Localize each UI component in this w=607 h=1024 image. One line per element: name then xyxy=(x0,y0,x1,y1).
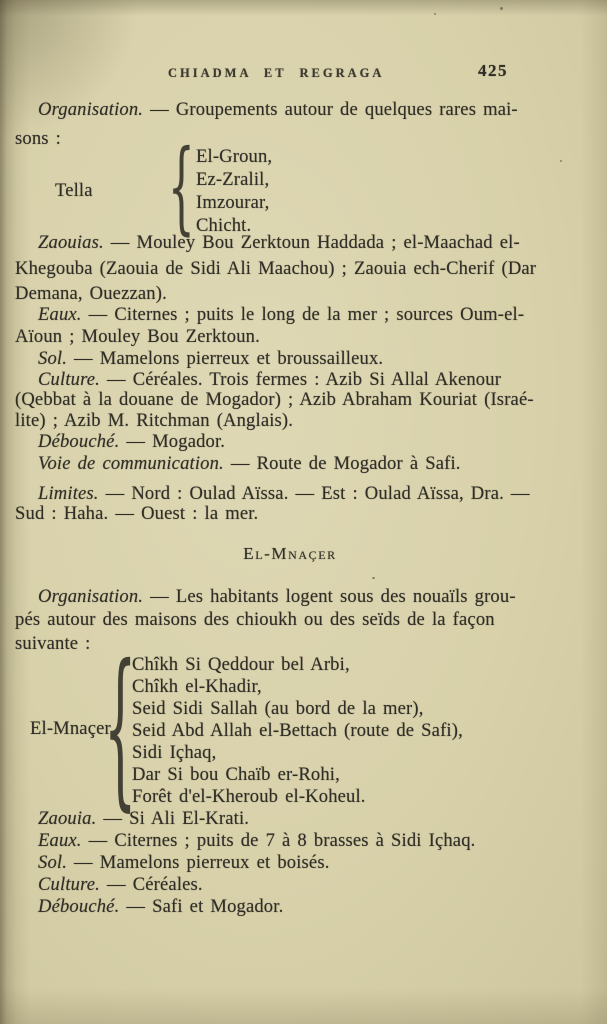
para-voie-text: — Route de Mogador à Safi. xyxy=(230,453,461,474)
mnacer-brace-icon: { xyxy=(104,629,137,827)
para-limites-text: — Nord : Oulad Aïssa. — Est : Oulad Aïssa, Dra. — xyxy=(105,483,530,504)
para-organisation-chiadma-line-2: sons : xyxy=(15,128,61,149)
para-sol-mnacer-lead: Sol. xyxy=(38,852,68,873)
para-zaouias-line-3: Demana, Ouezzan). xyxy=(15,283,167,304)
para-zaouias-line-2: Khegouba (Zaouia de Sidi Ali Maachou) ; Zaouia ech-Cherif (Dar xyxy=(15,258,537,279)
para-limites-lead: Limites. xyxy=(38,483,99,504)
para-sol-chiadma-text: — Mamelons pierreux et broussailleux. xyxy=(74,348,384,369)
para-culture-chiadma-line-3: lite) ; Azib M. Ritchman (Anglais). xyxy=(15,410,294,431)
para-organisation-mnacer-line-2: pés autour des maisons des chioukh ou des seïds de la façon xyxy=(15,609,495,630)
para-organisation-mnacer-text: — Les habitants logent sous des nouaïls grou- xyxy=(150,586,516,607)
para-zaouia-mnacer-line-1 xyxy=(38,808,249,830)
page-number: 425 xyxy=(478,61,508,80)
para-eaux-chiadma-line-2: Aïoun ; Mouley Bou Zerktoun. xyxy=(15,326,260,347)
para-culture-chiadma-line-1 xyxy=(38,369,501,391)
mnacer-item: Chîkh Si Qeddour bel Arbi, xyxy=(132,654,350,675)
mnacer-item: Forêt d'el-Kheroub el-Koheul. xyxy=(132,786,366,807)
para-culture-mnacer-line-1 xyxy=(38,874,203,896)
para-eaux-chiadma-text: — Citernes ; puits le long de la mer ; sources Oum-el- xyxy=(88,304,525,325)
para-debouche-chiadma-text: — Mogador. xyxy=(126,431,226,452)
para-zaouias-lead: Zaouias. xyxy=(38,232,104,253)
para-organisation-chiadma-text: — Groupements autour de quelques rares mai- xyxy=(150,99,518,120)
para-eaux-chiadma-line-1 xyxy=(38,304,524,326)
para-organisation-mnacer-lead: Organisation. xyxy=(38,586,144,607)
tella-item: Chicht. xyxy=(196,215,252,236)
mnacer-item: Seid Abd Allah el-Bettach (route de Safi), xyxy=(132,720,463,741)
mnacer-item: Dar Si bou Chaïb er-Rohi, xyxy=(132,764,340,785)
para-eaux-mnacer-text: — Citernes ; puits de 7 à 8 brasses à Sidi Içhaq. xyxy=(88,830,476,851)
para-culture-mnacer-lead: Culture. xyxy=(38,874,100,895)
para-debouche-mnacer-line-1 xyxy=(38,896,283,918)
para-voie-lead: Voie de communication. xyxy=(38,453,224,474)
tella-brace-icon: { xyxy=(168,128,195,245)
paper-speck xyxy=(560,160,562,162)
para-debouche-mnacer-lead: Débouché. xyxy=(38,896,120,917)
para-eaux-mnacer-lead: Eaux. xyxy=(38,830,82,851)
para-culture-mnacer-text: — Céréales. xyxy=(106,874,203,895)
para-eaux-chiadma-lead: Eaux. xyxy=(38,304,82,325)
para-voie-line-1 xyxy=(38,453,461,475)
running-title: CHIADMA ET REGRAGA xyxy=(168,66,385,80)
section-heading: El-Mnaçer xyxy=(243,544,337,563)
para-debouche-chiadma-line-1 xyxy=(38,431,225,453)
para-eaux-mnacer-line-1 xyxy=(38,830,475,852)
tella-item: El-Groun, xyxy=(196,146,273,167)
para-culture-chiadma-line-2: (Qebbat à la douane de Mogador) ; Azib Abraham Kouriat (Israé- xyxy=(15,389,534,410)
para-organisation-chiadma-line-1 xyxy=(38,99,518,121)
para-organisation-mnacer-line-1 xyxy=(38,586,516,608)
tella-group-label: Tella xyxy=(55,180,93,201)
mnacer-group-label: El-Mnaçer xyxy=(30,718,111,739)
para-sol-mnacer-text: — Mamelons pierreux et boisés. xyxy=(74,852,330,873)
para-sol-chiadma-line-1 xyxy=(38,348,383,370)
mnacer-item: Seid Sidi Sallah (au bord de la mer), xyxy=(132,698,424,719)
para-culture-chiadma-lead: Culture. xyxy=(38,369,100,390)
para-zaouia-mnacer-lead: Zaouia. xyxy=(38,808,97,829)
para-organisation-chiadma-lead: Organisation. xyxy=(38,99,144,120)
para-organisation-mnacer-line-3: suivante : xyxy=(15,633,91,654)
para-debouche-mnacer-text: — Safi et Mogador. xyxy=(126,896,284,917)
para-zaouia-mnacer-text: — Si Ali El-Krati. xyxy=(103,808,250,829)
mnacer-item: Chîkh el-Khadir, xyxy=(132,676,262,697)
para-limites-line-1 xyxy=(38,483,530,505)
para-sol-mnacer-line-1 xyxy=(38,852,330,874)
paper-speck xyxy=(434,13,436,15)
paper-speck xyxy=(500,7,503,10)
tella-item: Ez-Zralil, xyxy=(196,169,270,190)
para-limites-line-2: Sud : Haha. — Ouest : la mer. xyxy=(15,503,259,524)
para-zaouias-line-1 xyxy=(38,232,520,254)
tella-item: Imzourar, xyxy=(196,192,270,213)
mnacer-item: Sidi Içhaq, xyxy=(132,742,217,763)
para-debouche-chiadma-lead: Débouché. xyxy=(38,431,120,452)
para-zaouias-text: — Mouley Bou Zerktoun Haddada ; el-Maachad el- xyxy=(110,232,520,253)
paper-speck xyxy=(372,577,375,579)
para-culture-chiadma-text: — Céréales. Trois fermes : Azib Si Allal Akenour xyxy=(106,369,502,390)
para-sol-chiadma-lead: Sol. xyxy=(38,348,68,369)
